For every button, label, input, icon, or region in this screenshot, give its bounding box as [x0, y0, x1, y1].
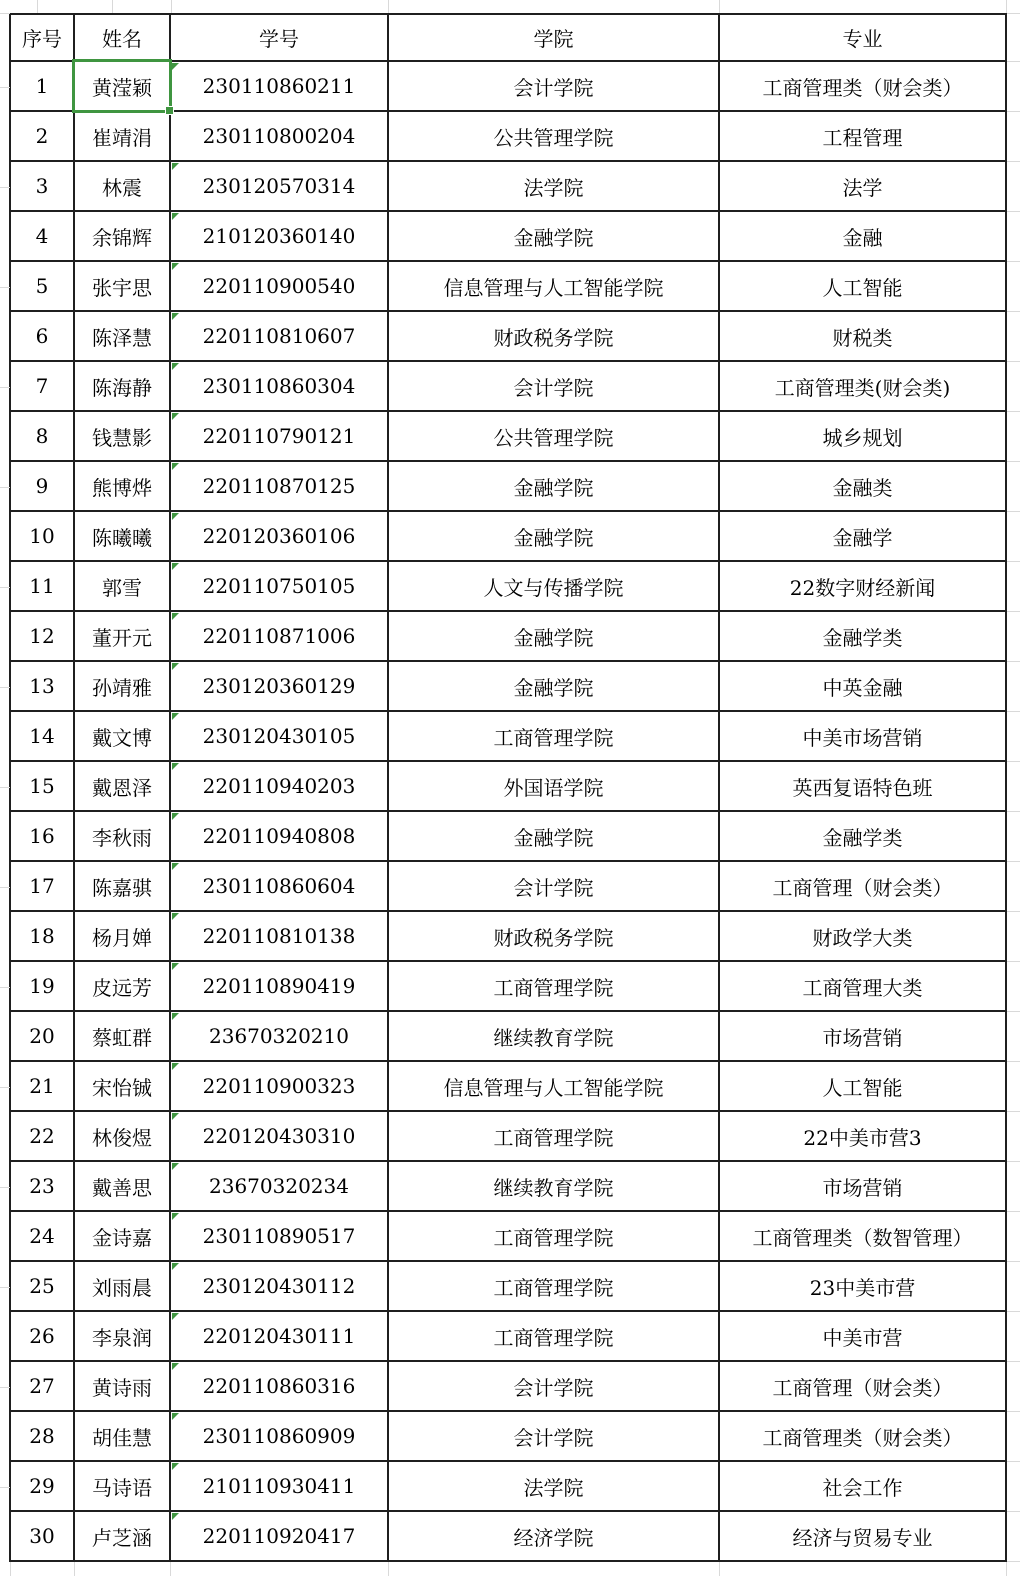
faint-gridline [0, 487, 10, 488]
faint-gridline [1007, 1361, 1020, 1362]
cell-name[interactable]: 余锦辉 [74, 211, 170, 261]
cell-student-id[interactable]: 230110860211 [170, 61, 388, 111]
cell-college[interactable]: 公共管理学院 [388, 111, 719, 161]
cell-major[interactable]: 人工智能 [719, 261, 1006, 311]
cell-major[interactable]: 工商管理大类 [719, 961, 1006, 1011]
cell-name[interactable]: 马诗语 [74, 1461, 170, 1511]
cell-no[interactable]: 10 [10, 511, 74, 561]
cell-no[interactable]: 3 [10, 161, 74, 211]
cell-major[interactable]: 工商管理类（财会类） [719, 1411, 1006, 1461]
cell-major[interactable]: 23中美市营 [719, 1261, 1006, 1311]
faint-gridline [1007, 1561, 1020, 1562]
faint-gridline [0, 87, 10, 88]
cell-student-id[interactable]: 210120360140 [170, 211, 388, 261]
cell-major[interactable]: 人工智能 [719, 1061, 1006, 1111]
faint-gridline [1007, 861, 1020, 862]
faint-gridline [1007, 1311, 1020, 1312]
table-row [10, 811, 1006, 861]
faint-gridline [1007, 1161, 1020, 1162]
faint-gridline [0, 587, 10, 588]
faint-gridline [1007, 1411, 1020, 1412]
faint-gridline [1007, 411, 1020, 412]
table-grid [9, 13, 1007, 1562]
table-row [10, 1261, 1006, 1311]
cell-no[interactable]: 22 [10, 1111, 74, 1161]
cell-name[interactable]: 陈曦曦 [74, 511, 170, 561]
cell-college[interactable]: 信息管理与人工智能学院 [388, 261, 719, 311]
cell-name[interactable]: 宋怡铖 [74, 1061, 170, 1111]
faint-gridline [388, 0, 389, 13]
cell-no[interactable]: 1 [10, 61, 74, 111]
table-row [10, 261, 1006, 311]
cell-no[interactable]: 28 [10, 1411, 74, 1461]
cell-name[interactable]: 林俊煜 [74, 1111, 170, 1161]
faint-gridline [1007, 1111, 1020, 1112]
cell-major[interactable]: 法学 [719, 161, 1006, 211]
cell-name[interactable]: 卢芝涵 [74, 1511, 170, 1561]
cell-college[interactable]: 继续教育学院 [388, 1161, 719, 1211]
cell-college[interactable]: 公共管理学院 [388, 411, 719, 461]
faint-gridline [1007, 761, 1020, 762]
cell-college[interactable]: 外国语学院 [388, 761, 719, 811]
cell-no[interactable]: 4 [10, 211, 74, 261]
table-row [10, 711, 1006, 761]
cell-major[interactable]: 金融 [719, 211, 1006, 261]
cell-student-id[interactable]: 210110930411 [170, 1461, 388, 1511]
faint-gridline [1006, 1562, 1007, 1576]
cell-no[interactable]: 7 [10, 361, 74, 411]
cell-student-id[interactable]: 220110890419 [170, 961, 388, 1011]
cell-student-id[interactable]: 230120570314 [170, 161, 388, 211]
cell-student-id[interactable]: 220120430310 [170, 1111, 388, 1161]
cell-major[interactable]: 22中美市营3 [719, 1111, 1006, 1161]
cell-student-id[interactable]: 230120430105 [170, 711, 388, 761]
cell-name[interactable]: 杨月婵 [74, 911, 170, 961]
faint-gridline [1007, 1261, 1020, 1262]
cell-student-id[interactable]: 230110890517 [170, 1211, 388, 1261]
faint-gridline [1007, 361, 1020, 362]
cell-college[interactable]: 金融学院 [388, 811, 719, 861]
cell-student-id[interactable]: 220110940808 [170, 811, 388, 861]
cell-no[interactable]: 19 [10, 961, 74, 1011]
faint-gridline [0, 187, 10, 188]
cell-college[interactable]: 工商管理学院 [388, 1111, 719, 1161]
table-row [10, 661, 1006, 711]
faint-gridline [1007, 1511, 1020, 1512]
student-table [9, 13, 1007, 1562]
cell-student-id[interactable]: 23670320234 [170, 1161, 388, 1211]
cell-major[interactable]: 经济与贸易专业 [719, 1511, 1006, 1561]
cell-college[interactable]: 金融学院 [388, 611, 719, 661]
faint-gridline [1007, 261, 1020, 262]
faint-gridline [1007, 911, 1020, 912]
cell-college[interactable]: 财政税务学院 [388, 311, 719, 361]
cell-name[interactable]: 陈海静 [74, 361, 170, 411]
header-row [10, 14, 1006, 61]
table-row [10, 961, 1006, 1011]
table-row [10, 911, 1006, 961]
table-row [10, 1311, 1006, 1361]
faint-gridline [0, 1287, 10, 1288]
cell-name[interactable]: 张宇思 [74, 261, 170, 311]
cell-student-id[interactable]: 220110810607 [170, 311, 388, 361]
cell-major[interactable]: 22数字财经新闻 [719, 561, 1006, 611]
table-row [10, 611, 1006, 661]
faint-gridline [74, 1562, 75, 1576]
table-row [10, 1361, 1006, 1411]
cell-major[interactable]: 金融学类 [719, 611, 1006, 661]
cell-name[interactable]: 胡佳慧 [74, 1411, 170, 1461]
cell-no[interactable]: 25 [10, 1261, 74, 1311]
cell-no[interactable]: 13 [10, 661, 74, 711]
table-row [10, 561, 1006, 611]
cell-name[interactable]: 孙靖雅 [74, 661, 170, 711]
table-row [10, 461, 1006, 511]
table-row [10, 111, 1006, 161]
cell-no[interactable]: 9 [10, 461, 74, 511]
cell-major[interactable]: 金融学 [719, 511, 1006, 561]
cell-major[interactable]: 市场营销 [719, 1161, 1006, 1211]
faint-gridline [1007, 13, 1020, 14]
table-row [10, 1111, 1006, 1161]
faint-gridline [0, 787, 10, 788]
table-row [10, 311, 1006, 361]
cell-college[interactable]: 金融学院 [388, 461, 719, 511]
cell-major[interactable]: 中英金融 [719, 661, 1006, 711]
header-name[interactable]: 姓名 [74, 14, 170, 61]
cell-college[interactable]: 工商管理学院 [388, 1211, 719, 1261]
header-no[interactable]: 序号 [10, 14, 74, 61]
cell-name[interactable]: 黄诗雨 [74, 1361, 170, 1411]
cell-name[interactable]: 崔靖涓 [74, 111, 170, 161]
cell-student-id[interactable]: 230110860604 [170, 861, 388, 911]
table-row [10, 511, 1006, 561]
table-row [10, 411, 1006, 461]
cell-college[interactable]: 金融学院 [388, 211, 719, 261]
cell-no[interactable]: 24 [10, 1211, 74, 1261]
cell-student-id[interactable]: 220110900323 [170, 1061, 388, 1111]
table-row [10, 1511, 1006, 1561]
cell-student-id[interactable]: 220110900540 [170, 261, 388, 311]
cell-college[interactable]: 会计学院 [388, 1361, 719, 1411]
cell-student-id[interactable]: 220110810138 [170, 911, 388, 961]
cell-college[interactable]: 金融学院 [388, 661, 719, 711]
cell-college[interactable]: 工商管理学院 [388, 961, 719, 1011]
cell-name[interactable]: 皮远芳 [74, 961, 170, 1011]
cell-name[interactable]: 李秋雨 [74, 811, 170, 861]
cell-name[interactable]: 黄滢颖 [74, 61, 170, 111]
cell-student-id[interactable]: 230110800204 [170, 111, 388, 161]
cell-no[interactable]: 14 [10, 711, 74, 761]
cell-college[interactable]: 工商管理学院 [388, 711, 719, 761]
cell-name[interactable]: 蔡虹群 [74, 1011, 170, 1061]
cell-major[interactable]: 工商管理（财会类） [719, 861, 1006, 911]
faint-gridline [1007, 711, 1020, 712]
faint-gridline [1007, 111, 1020, 112]
cell-major[interactable]: 工商管理类（财会类） [719, 61, 1006, 111]
faint-gridline [37, 0, 38, 13]
cell-no[interactable]: 26 [10, 1311, 74, 1361]
cell-student-id[interactable]: 230110860304 [170, 361, 388, 411]
cell-no[interactable]: 5 [10, 261, 74, 311]
cell-college[interactable]: 工商管理学院 [388, 1261, 719, 1311]
faint-gridline [1007, 1011, 1020, 1012]
cell-no[interactable]: 30 [10, 1511, 74, 1561]
cell-student-id[interactable]: 230110860909 [170, 1411, 388, 1461]
faint-gridline [388, 1562, 389, 1576]
faint-gridline [1007, 211, 1020, 212]
faint-gridline [1007, 1061, 1020, 1062]
faint-gridline [0, 1087, 10, 1088]
table-row [10, 361, 1006, 411]
faint-gridline [0, 1487, 10, 1488]
faint-gridline [171, 0, 172, 13]
cell-major[interactable]: 市场营销 [719, 1011, 1006, 1061]
cell-no[interactable]: 6 [10, 311, 74, 361]
cell-college[interactable]: 经济学院 [388, 1511, 719, 1561]
faint-gridline [1007, 611, 1020, 612]
cell-major[interactable]: 财政学大类 [719, 911, 1006, 961]
cell-college[interactable]: 金融学院 [388, 511, 719, 561]
table-row [10, 61, 1006, 111]
cell-no[interactable]: 16 [10, 811, 74, 861]
faint-gridline [1007, 1461, 1020, 1462]
cell-student-id[interactable]: 220110920417 [170, 1511, 388, 1561]
faint-gridline [0, 13, 10, 14]
faint-gridline [1007, 811, 1020, 812]
faint-gridline [1007, 961, 1020, 962]
cell-student-id[interactable]: 230120360129 [170, 661, 388, 711]
table-row [10, 861, 1006, 911]
header-student-id[interactable]: 学号 [170, 14, 388, 61]
table-row [10, 1061, 1006, 1111]
faint-gridline [1007, 311, 1020, 312]
cell-name[interactable]: 李泉润 [74, 1311, 170, 1361]
cell-no[interactable]: 21 [10, 1061, 74, 1111]
cell-no[interactable]: 2 [10, 111, 74, 161]
cell-major[interactable]: 城乡规划 [719, 411, 1006, 461]
faint-gridline [170, 1562, 171, 1576]
faint-gridline [1006, 0, 1007, 13]
cell-no[interactable]: 18 [10, 911, 74, 961]
cell-name[interactable]: 金诗嘉 [74, 1211, 170, 1261]
cell-student-id[interactable]: 220110750105 [170, 561, 388, 611]
faint-gridline [1007, 161, 1020, 162]
cell-student-id[interactable]: 220110940203 [170, 761, 388, 811]
cell-student-id[interactable]: 220110870125 [170, 461, 388, 511]
cell-no[interactable]: 12 [10, 611, 74, 661]
faint-gridline [0, 1187, 10, 1188]
cell-college[interactable]: 人文与传播学院 [388, 561, 719, 611]
faint-gridline [1007, 661, 1020, 662]
cell-major[interactable]: 金融学类 [719, 811, 1006, 861]
cell-name[interactable]: 郭雪 [74, 561, 170, 611]
cell-college[interactable]: 会计学院 [388, 861, 719, 911]
table-row [10, 1211, 1006, 1261]
cell-major[interactable]: 工程管理 [719, 111, 1006, 161]
cell-name[interactable]: 陈泽慧 [74, 311, 170, 361]
cell-student-id[interactable]: 220110860316 [170, 1361, 388, 1411]
cell-college[interactable]: 法学院 [388, 1461, 719, 1511]
cell-college[interactable]: 信息管理与人工智能学院 [388, 1061, 719, 1111]
cell-college[interactable]: 工商管理学院 [388, 1311, 719, 1361]
table-row [10, 1011, 1006, 1061]
faint-gridline [1007, 1211, 1020, 1212]
cell-college[interactable]: 财政税务学院 [388, 911, 719, 961]
faint-gridline [0, 887, 10, 888]
cell-name[interactable]: 刘雨晨 [74, 1261, 170, 1311]
cell-no[interactable]: 15 [10, 761, 74, 811]
faint-gridline [1007, 511, 1020, 512]
cell-no[interactable]: 8 [10, 411, 74, 461]
faint-gridline [0, 987, 10, 988]
cell-college[interactable]: 会计学院 [388, 1411, 719, 1461]
cell-no[interactable]: 29 [10, 1461, 74, 1511]
cell-major[interactable]: 工商管理（财会类） [719, 1361, 1006, 1411]
faint-gridline [112, 0, 113, 13]
cell-college[interactable]: 会计学院 [388, 61, 719, 111]
cell-major[interactable]: 社会工作 [719, 1461, 1006, 1511]
cell-college[interactable]: 会计学院 [388, 361, 719, 411]
cell-no[interactable]: 20 [10, 1011, 74, 1061]
cell-student-id[interactable]: 220110871006 [170, 611, 388, 661]
table-row [10, 1161, 1006, 1211]
faint-gridline [1007, 461, 1020, 462]
cell-student-id[interactable]: 220120430111 [170, 1311, 388, 1361]
header-major[interactable]: 专业 [719, 14, 1006, 61]
cell-name[interactable]: 戴善思 [74, 1161, 170, 1211]
cell-student-id[interactable]: 220110790121 [170, 411, 388, 461]
header-college[interactable]: 学院 [388, 14, 719, 61]
faint-gridline [719, 0, 720, 13]
faint-gridline [0, 1387, 10, 1388]
cell-no[interactable]: 27 [10, 1361, 74, 1411]
cell-college[interactable]: 继续教育学院 [388, 1011, 719, 1061]
faint-gridline [0, 287, 10, 288]
cell-name[interactable]: 戴恩泽 [74, 761, 170, 811]
cell-major[interactable]: 中美市场营销 [719, 711, 1006, 761]
faint-gridline [10, 1562, 11, 1576]
table-row [10, 211, 1006, 261]
cell-name[interactable]: 钱慧影 [74, 411, 170, 461]
faint-gridline [0, 687, 10, 688]
table-row [10, 761, 1006, 811]
table-row [10, 1461, 1006, 1511]
cell-no[interactable]: 11 [10, 561, 74, 611]
cell-student-id[interactable]: 220120360106 [170, 511, 388, 561]
faint-gridline [1007, 561, 1020, 562]
cell-name[interactable]: 陈嘉骐 [74, 861, 170, 911]
cell-major[interactable]: 金融类 [719, 461, 1006, 511]
cell-student-id[interactable]: 23670320210 [170, 1011, 388, 1061]
table-row [10, 161, 1006, 211]
cell-college[interactable]: 法学院 [388, 161, 719, 211]
cell-no[interactable]: 17 [10, 861, 74, 911]
cell-student-id[interactable]: 230120430112 [170, 1261, 388, 1311]
cell-major[interactable]: 中美市营 [719, 1311, 1006, 1361]
cell-major[interactable]: 工商管理类（数智管理） [719, 1211, 1006, 1261]
table-body [10, 61, 1006, 1561]
faint-gridline [1007, 61, 1020, 62]
cell-major[interactable]: 财税类 [719, 311, 1006, 361]
faint-gridline [0, 387, 10, 388]
table-row [10, 1411, 1006, 1461]
cell-name[interactable]: 林震 [74, 161, 170, 211]
cell-name[interactable]: 熊博烨 [74, 461, 170, 511]
cell-name[interactable]: 戴文博 [74, 711, 170, 761]
faint-gridline [719, 1562, 720, 1576]
cell-major[interactable]: 英西复语特色班 [719, 761, 1006, 811]
cell-name[interactable]: 董开元 [74, 611, 170, 661]
cell-major[interactable]: 工商管理类(财会类) [719, 361, 1006, 411]
cell-no[interactable]: 23 [10, 1161, 74, 1211]
